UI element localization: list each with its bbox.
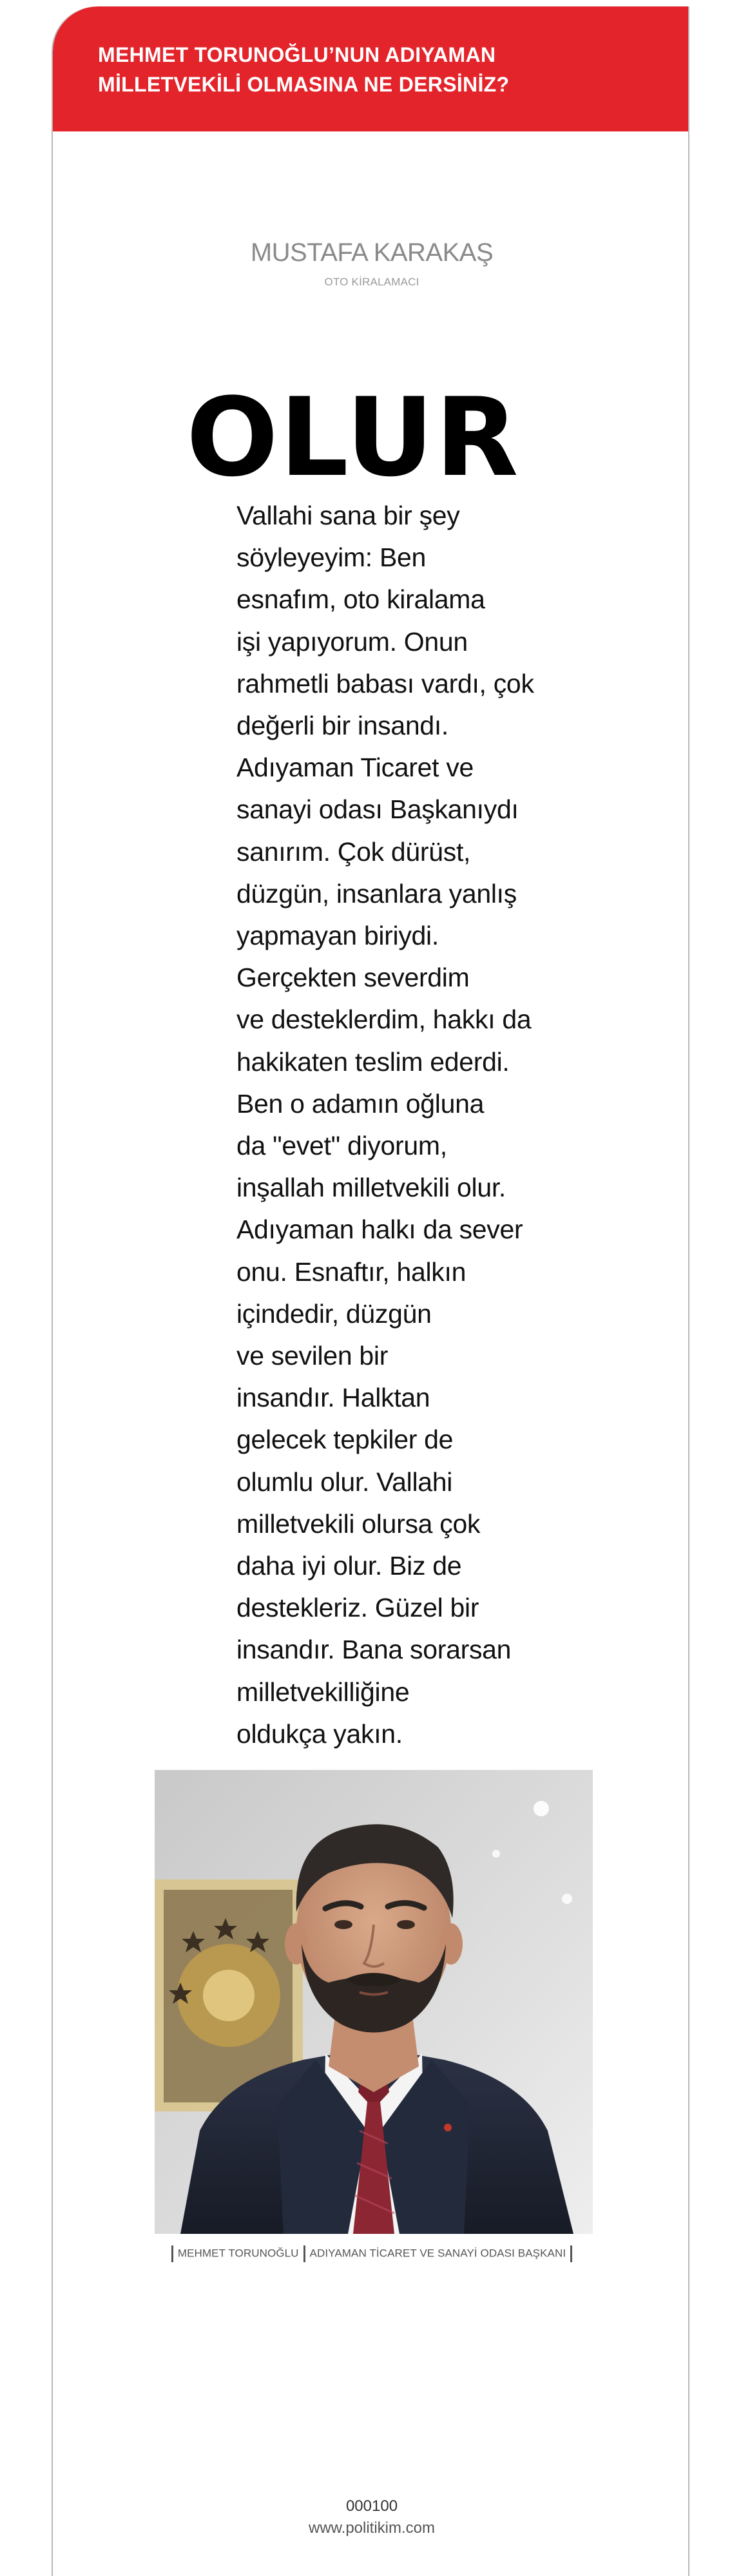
answer-line: da "evet" diyorum,: [236, 1131, 447, 1161]
answer-line: sanayi odası Başkanıydı: [236, 794, 519, 825]
respondent-role: OTO KİRALAMACI: [324, 276, 419, 288]
answer-line: Ben o adamın oğluna: [236, 1088, 485, 1119]
footer-url: www.politikim.com: [308, 2519, 436, 2537]
answer-line: ve sevilen bir: [236, 1341, 389, 1371]
answer-line: insandır. Bana sorarsan: [236, 1635, 512, 1665]
answer-line: Adıyaman Ticaret ve: [236, 753, 474, 783]
answer-line: inşallah milletvekili olur.: [236, 1173, 506, 1203]
photo-caption: [53, 2244, 689, 2263]
answer-line: oldukça yakın.: [236, 1718, 403, 1749]
portrait-illustration: [155, 1770, 593, 2234]
answer-line: gelecek tepkiler de: [236, 1425, 454, 1455]
answer-line: destekleriz. Güzel bir: [236, 1593, 479, 1623]
caption-title: ADIYAMAN TİCARET VE SANAYİ ODASI BAŞKANI: [309, 2247, 566, 2260]
answer-line: daha iyi olur. Biz de: [236, 1551, 462, 1581]
answer-line: yapmayan biriydi.: [236, 921, 439, 951]
answer-line: içindedir, düzgün: [236, 1298, 432, 1329]
question-title: [98, 40, 665, 99]
answer-line: düzgün, insanlara yanlış: [236, 878, 517, 908]
answer-line: değerli bir insandı.: [236, 711, 449, 741]
answer-line: olumlu olur. Vallahi: [236, 1466, 453, 1497]
question-title-line: MEHMET TORUNOĞLU’NUN ADIYAMAN: [98, 43, 496, 66]
answer-body: [236, 495, 559, 1755]
footer-code: 000100: [345, 2497, 398, 2515]
answer-heading: OLUR: [186, 374, 520, 501]
question-title-line: MİLLETVEKİLİ OLMASINA NE DERSİNİZ?: [98, 73, 510, 96]
answer-line: milletvekilliğine: [236, 1677, 410, 1707]
respondent-name: MUSTAFA KARAKAŞ: [250, 238, 494, 267]
answer-line: insandır. Halktan: [236, 1383, 430, 1413]
portrait-photo: [155, 1770, 593, 2234]
answer-line: hakikaten teslim ederdi.: [236, 1046, 510, 1077]
answer-line: Vallahi sana bir şey: [236, 501, 460, 530]
caption-divider: [570, 2245, 572, 2262]
answer-line: onu. Esnaftır, halkın: [236, 1256, 467, 1287]
answer-line: Gerçekten severdim: [236, 963, 470, 993]
answer-line: ve desteklerdim, hakkı da: [236, 1004, 532, 1035]
answer-line: rahmetli babası vardı, çok: [236, 668, 534, 698]
caption-name: MEHMET TORUNOĞLU: [177, 2247, 299, 2260]
answer-line: Adıyaman halkı da sever: [236, 1215, 523, 1245]
answer-line: sanırım. Çok dürüst,: [236, 836, 471, 867]
answer-line: esnafım, oto kiralama: [236, 584, 485, 615]
article-card: [52, 6, 689, 2576]
answer-line: milletvekili olursa çok: [236, 1508, 481, 1539]
answer-line: işi yapıyorum. Onun: [236, 626, 468, 657]
caption-divider: [303, 2245, 305, 2262]
question-header: [53, 6, 688, 131]
caption-divider: [171, 2245, 173, 2262]
answer-line: söyleyeyim: Ben: [236, 543, 427, 573]
